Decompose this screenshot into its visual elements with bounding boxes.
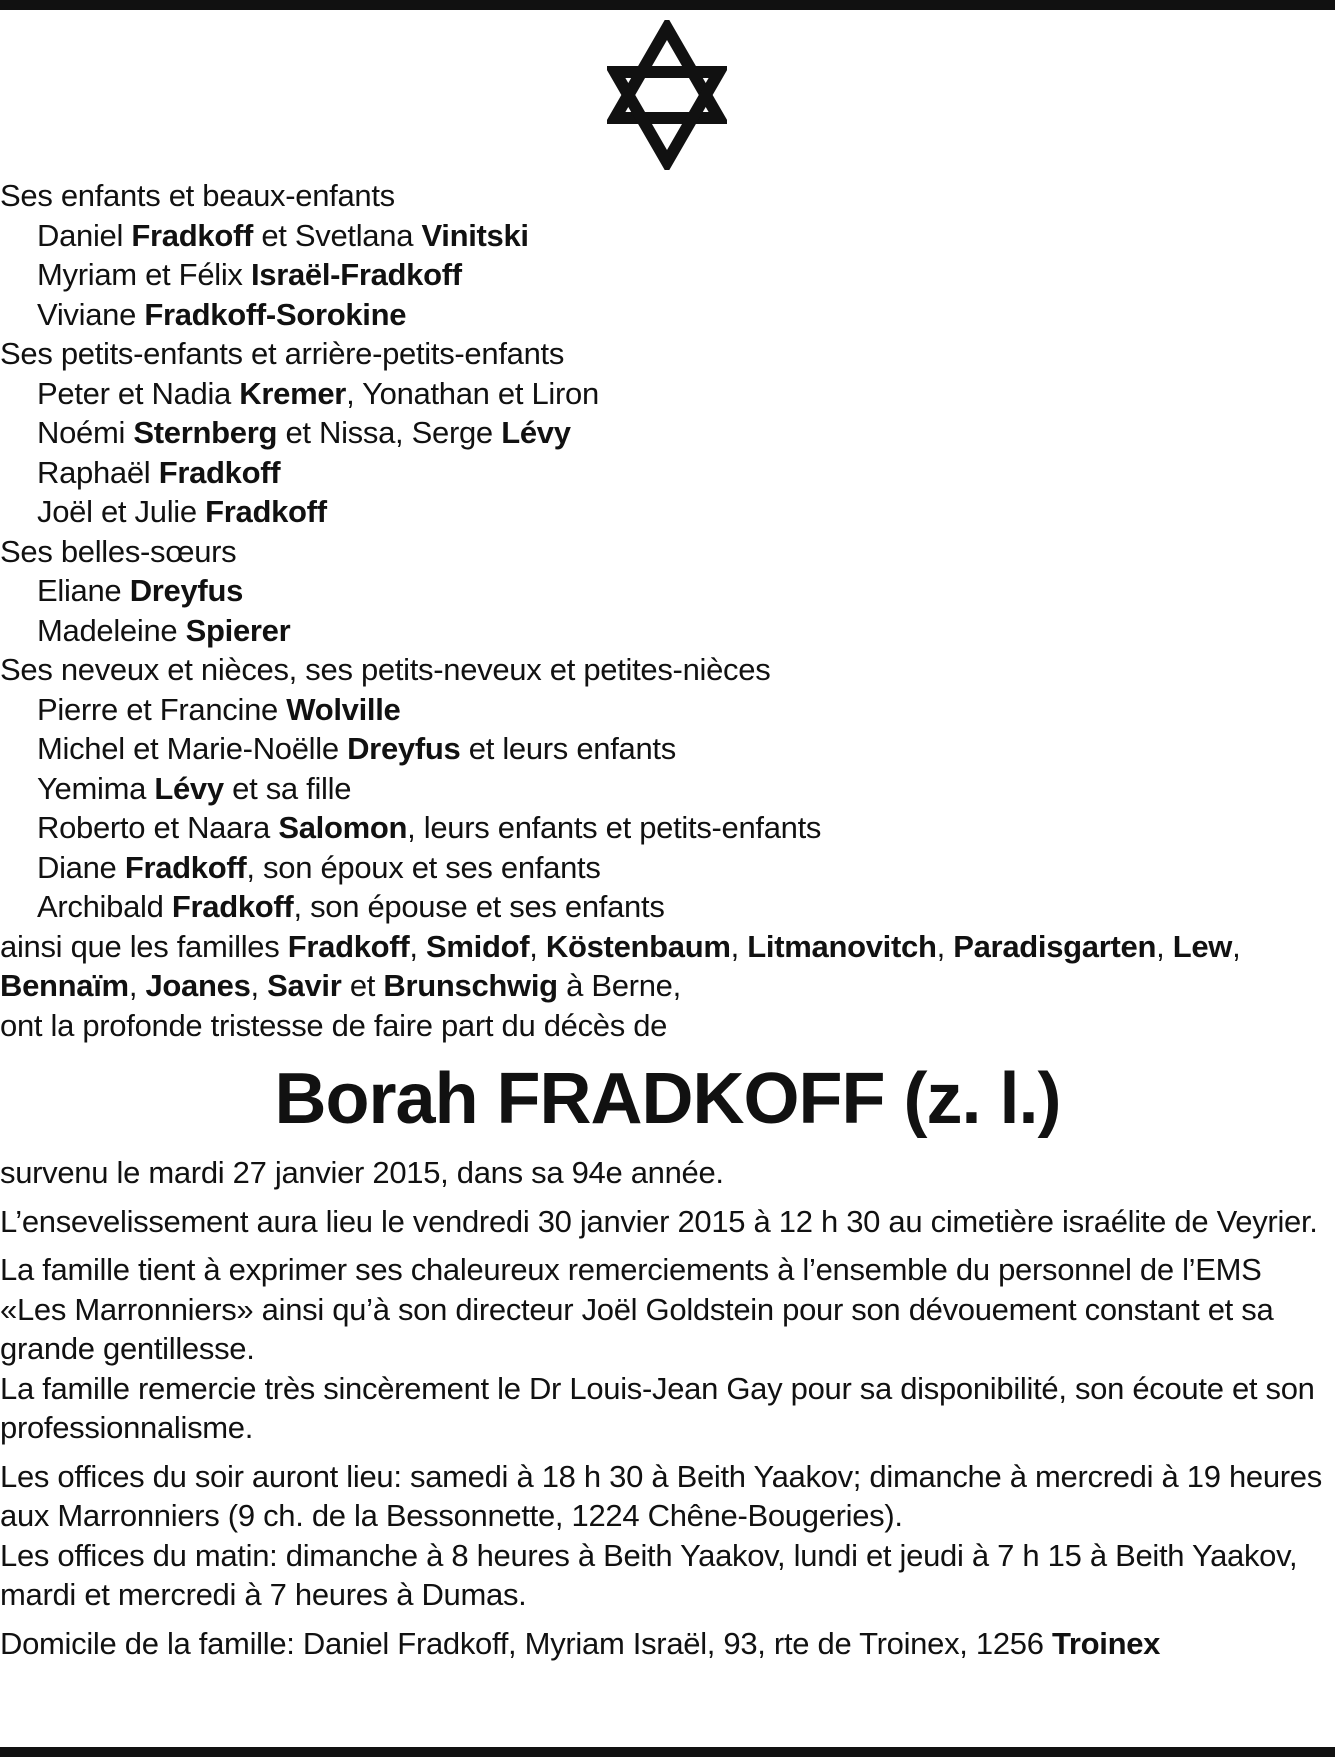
morning-services: Les offices du matin: dimanche à 8 heures à Beith Yaakov, lundi et jeudi à 7 h 15 à Beith Yaakov, mardi et mercredi à 7 heures à Dumas. — [0, 1537, 1298, 1612]
family-member-line — [0, 611, 1335, 651]
family-surname: Köstenbaum — [545, 928, 731, 964]
relation-heading: Ses neveux et nièces, ses petits-neveux et petites-nièces — [0, 652, 771, 687]
extended-families-line-2 — [0, 966, 1335, 1006]
burial-info: L’ensevelissement aura lieu le vendredi 30 janvier 2015 à 12 h 30 au cimetière israélite de Veyrier. — [0, 1203, 1318, 1239]
text-run: et sa fille — [223, 770, 352, 806]
family-member-line — [0, 848, 1335, 888]
family-surname: Dreyfus — [347, 731, 461, 766]
text-run: , son époux et ses enfants — [246, 849, 601, 885]
family-surname: Dreyfus — [129, 573, 244, 608]
family-surname: Fradkoff — [205, 494, 327, 529]
text-run: , — [409, 928, 426, 964]
family-surname: Salomon — [278, 810, 408, 845]
extended-families-line-1 — [0, 927, 1335, 967]
family-member-line — [0, 492, 1335, 532]
text-run: et leurs enfants — [460, 731, 676, 766]
text-run: Raphaël — [37, 454, 159, 490]
text-run: Diane — [37, 849, 125, 885]
relation-heading: Ses enfants et beaux-enfants — [0, 178, 395, 213]
family-domicile — [0, 1624, 1335, 1664]
family-surname: Paradisgarten — [953, 928, 1157, 964]
relation-heading: Ses belles-sœurs — [0, 533, 237, 569]
family-surname: Smidof — [426, 928, 530, 964]
text-run: Viviane — [37, 296, 145, 332]
family-member-line — [0, 769, 1335, 809]
family-member-line — [0, 453, 1335, 493]
family-surname: Fradkoff-Sorokine — [144, 296, 407, 332]
family-surname: Kremer — [239, 375, 347, 411]
text-run: Michel et Marie-Noëlle — [37, 731, 348, 766]
family-surname: Lévy — [154, 770, 224, 806]
text-run: , — [936, 928, 954, 964]
text-run: , — [128, 968, 146, 1003]
text-run: et — [341, 968, 384, 1003]
family-surname: Savir — [267, 968, 342, 1003]
evening-services: Les offices du soir auront lieu: samedi à 18 h 30 à Beith Yaakov; dimanche à mercredi à 19 heures aux Marronniers (9 ch. de la Bessonnette, 1224 Chêne-Bougeries). — [0, 1458, 1322, 1533]
text-run: Myriam et Félix — [37, 257, 251, 292]
text-run: Daniel — [37, 217, 132, 253]
family-member-line — [0, 255, 1335, 295]
family-surname: Fradkoff — [158, 454, 281, 490]
text-run: , leurs enfants et petits-enfants — [407, 810, 822, 845]
family-surname: Fradkoff — [287, 928, 410, 964]
family-surname: Fradkoff — [131, 217, 254, 253]
family-member-line — [0, 374, 1335, 414]
family-surname: Joanes — [145, 968, 251, 1003]
text-run: à Berne, — [557, 968, 681, 1003]
family-surname: Sternberg — [133, 415, 278, 450]
family-surname: Fradkoff — [124, 849, 247, 885]
family-member-line — [0, 295, 1335, 335]
relation-heading: Ses petits-enfants et arrière-petits-enfants — [0, 336, 565, 371]
family-surname: Vinitski — [421, 217, 529, 253]
text-run: , — [730, 928, 748, 964]
text-run: Yemima — [37, 770, 155, 806]
text-run: Noémi — [37, 415, 134, 450]
text-run: et Nissa, Serge — [277, 415, 502, 450]
announcement: ont la profonde tristesse de faire part du décès de — [0, 1007, 668, 1043]
death-info: survenu le mardi 27 janvier 2015, dans sa 94e année. — [0, 1155, 724, 1190]
family-member-line — [0, 216, 1335, 256]
family-surname: Lew — [1172, 928, 1233, 964]
text-run: Roberto et Naara — [37, 810, 279, 845]
text-run: Eliane — [37, 573, 130, 608]
thanks-ems: La famille tient à exprimer ses chaleureux remerciements à l’ensemble du personnel de l’EMS «Les Marronniers» ainsi qu’à son directeur Joël Goldstein pour son dévouement constant et sa grande gentillesse. — [0, 1252, 1274, 1366]
text-run: , — [529, 928, 546, 964]
family-member-line — [0, 413, 1335, 453]
domicile-address: Domicile de la famille: Daniel Fradkoff, Myriam Israël, 93, rte de Troinex, 1256 — [0, 1625, 1052, 1661]
text-run: , Yonathan et Liron — [346, 375, 599, 411]
family-surname: Spierer — [185, 612, 291, 648]
text-run: Archibald — [37, 889, 172, 924]
family-surname: Bennaïm — [0, 968, 129, 1003]
bottom-rule — [0, 1747, 1335, 1757]
family-list — [0, 176, 1335, 927]
text-run: , — [1232, 928, 1241, 964]
text-run: Pierre et Francine — [37, 691, 287, 727]
family-surname: Litmanovitch — [747, 928, 937, 964]
family-surname: Fradkoff — [171, 889, 294, 924]
family-member-line — [0, 571, 1335, 611]
obituary-text — [0, 176, 1335, 1663]
text-run: , — [250, 968, 268, 1003]
text-run: et Svetlana — [253, 217, 422, 253]
text-run: , son épouse et ses enfants — [293, 889, 665, 924]
family-surname: Brunschwig — [383, 968, 558, 1003]
family-member-line — [0, 808, 1335, 848]
family-surname: Wolville — [286, 691, 401, 727]
family-member-line — [0, 729, 1335, 769]
thanks-doctor: La famille remercie très sincèrement le Dr Louis-Jean Gay pour sa disponibilité, son écoute et son professionnalisme. — [0, 1370, 1315, 1445]
family-surname: Lévy — [501, 415, 571, 450]
star-of-david-icon — [607, 20, 727, 170]
text-run: , — [1156, 928, 1173, 964]
top-rule — [0, 0, 1335, 10]
family-surname: Israël-Fradkoff — [250, 257, 462, 292]
deceased-name: Borah FRADKOFF (z. l.) — [274, 1059, 1061, 1139]
text-run: Madeleine — [37, 612, 186, 648]
family-member-line — [0, 887, 1335, 927]
text-run: Peter et Nadia — [37, 375, 240, 411]
text-run: Joël et Julie — [37, 494, 206, 529]
text-run: ainsi que les familles — [0, 928, 288, 964]
domicile-city: Troinex — [1051, 1625, 1161, 1661]
family-member-line — [0, 690, 1335, 730]
